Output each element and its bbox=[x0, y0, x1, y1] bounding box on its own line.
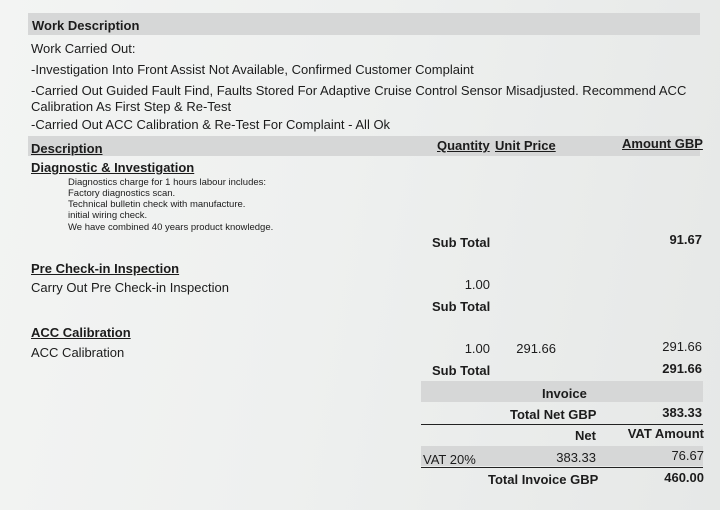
vat-amount-column-label: VAT Amount bbox=[627, 426, 704, 441]
work-line: -Carried Out ACC Calibration & Re-Test For Complaint - All Ok bbox=[31, 117, 391, 132]
detail-line: Factory diagnostics scan. bbox=[68, 188, 176, 199]
subtotal-label: Sub Total bbox=[432, 299, 491, 314]
detail-line: initial wiring check. bbox=[68, 210, 148, 221]
subtotal-label: Sub Total bbox=[432, 363, 491, 378]
total-net-value: 383.33 bbox=[662, 405, 702, 420]
unit-price-column-header: Unit Price bbox=[495, 138, 556, 153]
net-column-label: Net bbox=[575, 428, 596, 443]
line-item-amount: 291.66 bbox=[662, 339, 702, 354]
vat-net-value: 383.33 bbox=[556, 450, 596, 465]
detail-line: We have combined 40 years product knowledge. bbox=[68, 222, 274, 233]
invoice-title: Invoice bbox=[542, 386, 587, 401]
subtotal-label: Sub Total bbox=[432, 235, 491, 250]
section-heading-pre-check-in: Pre Check-in Inspection bbox=[31, 261, 180, 276]
section-heading-diagnostic: Diagnostic & Investigation bbox=[31, 160, 195, 175]
total-divider bbox=[421, 467, 703, 468]
detail-line: Technical bulletin check with manufacture. bbox=[68, 199, 246, 210]
work-carried-out-label: Work Carried Out: bbox=[31, 41, 136, 56]
line-item-quantity: 1.00 bbox=[464, 277, 490, 292]
description-column-header: Description bbox=[31, 141, 103, 156]
line-item-description: Carry Out Pre Check-in Inspection bbox=[31, 280, 229, 295]
work-line: Calibration As First Step & Re-Test bbox=[31, 99, 232, 114]
line-item-quantity: 1.00 bbox=[464, 341, 490, 356]
table-header-bar bbox=[28, 136, 700, 156]
total-invoice-label: Total Invoice GBP bbox=[488, 472, 599, 487]
work-line: -Carried Out Guided Fault Find, Faults Stored For Adaptive Cruise Control Sensor Misadjusted. Recommend ACC bbox=[31, 83, 687, 98]
quantity-column-header: Quantity bbox=[437, 138, 490, 153]
line-item-unit-price: 291.66 bbox=[516, 341, 556, 356]
line-item-description: ACC Calibration bbox=[31, 345, 125, 360]
total-invoice-value: 460.00 bbox=[664, 470, 704, 485]
subtotal-value: 291.66 bbox=[662, 361, 702, 376]
summary-divider bbox=[421, 424, 703, 425]
section-heading-acc-calibration: ACC Calibration bbox=[31, 325, 131, 340]
vat-rate-label: VAT 20% bbox=[423, 452, 476, 467]
subtotal-value: 91.67 bbox=[669, 232, 702, 247]
vat-amount-value: 76.67 bbox=[671, 448, 704, 463]
total-net-label: Total Net GBP bbox=[510, 407, 597, 422]
work-description-title: Work Description bbox=[32, 18, 140, 33]
amount-column-header: Amount GBP bbox=[622, 136, 703, 151]
detail-line: Diagnostics charge for 1 hours labour includes: bbox=[68, 177, 267, 188]
work-line: -Investigation Into Front Assist Not Available, Confirmed Customer Complaint bbox=[31, 62, 474, 77]
